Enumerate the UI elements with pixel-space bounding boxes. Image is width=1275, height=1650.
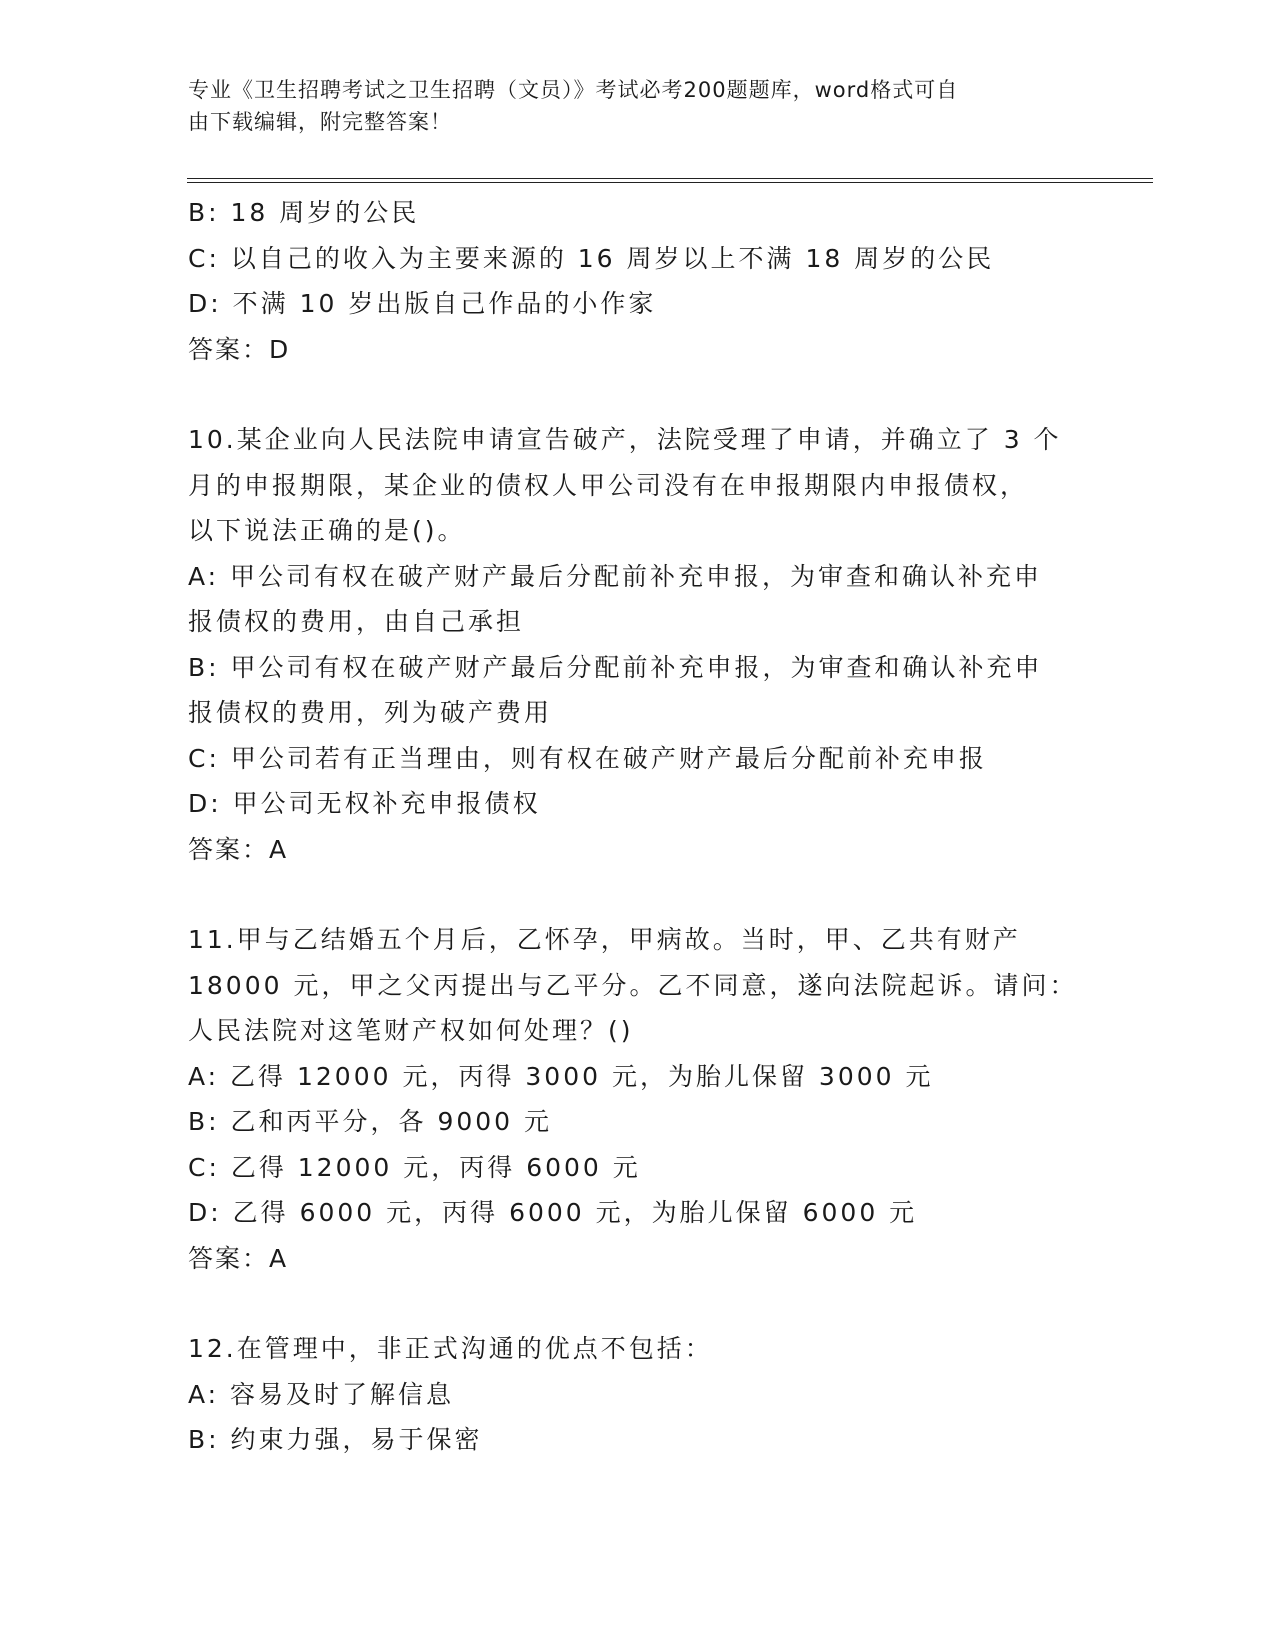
q11-option-b: B: 乙和丙平分，各 9000 元 [188,1107,553,1136]
q10-option-c: C: 甲公司若有正当理由，则有权在破产财产最后分配前补充申报 [188,743,987,773]
q10-stem-line-2: 月的申报期限，某企业的债权人甲公司没有在申报期限内申报债权， [188,470,1029,500]
q9-answer: 答案：D [188,334,291,364]
header-line-1: 专业《卫生招聘考试之卫生招聘（文员）》考试必考200题题库，word格式可自 [188,78,959,102]
q12-option-a: A: 容易及时了解信息 [188,1379,455,1409]
header-divider-bottom [187,182,1153,183]
header-divider-top [187,178,1153,179]
header-line-2: 由下载编辑，附完整答案！ [188,110,452,134]
q12-option-b: B: 约束力强，易于保密 [188,1425,483,1454]
q10-option-b-line-1: B: 甲公司有权在破产财产最后分配前补充申报，为审查和确认补充申 [188,652,1043,682]
question-9 [188,190,1088,372]
q9-option-b: B: 18 周岁的公民 [188,198,420,227]
q10-answer: 答案：A [188,834,289,864]
spacer [188,372,1088,417]
q10-stem-line-3: 以下说法正确的是()。 [188,516,466,545]
q11-option-d: D: 乙得 6000 元，丙得 6000 元，为胎儿保留 6000 元 [188,1198,918,1227]
q10-option-b-line-2: 报债权的费用，列为破产费用 [188,698,553,727]
q12-stem-line-1: 12.在管理中，非正式沟通的优点不包括： [188,1334,713,1363]
q11-option-c: C: 乙得 12000 元，丙得 6000 元 [188,1152,641,1182]
spacer [188,1281,1088,1326]
question-11 [188,917,1088,1281]
document-body [188,190,1088,1463]
q11-stem-line-3: 人民法院对这笔财产权如何处理？() [188,1016,634,1045]
q9-option-d: D: 不满 10 岁出版自己作品的小作家 [188,289,657,318]
q10-option-a-line-1: A: 甲公司有权在破产财产最后分配前补充申报，为审查和确认补充申 [188,561,1043,591]
document-header [188,74,1068,138]
q11-stem-line-1: 11.甲与乙结婚五个月后，乙怀孕，甲病故。当时，甲、乙共有财产 [188,925,1021,954]
q10-option-a-line-2: 报债权的费用，由自己承担 [188,607,525,636]
question-12 [188,1326,1088,1463]
q10-option-d: D: 甲公司无权补充申报债权 [188,789,541,818]
q10-stem-line-1: 10.某企业向人民法院申请宣告破产，法院受理了申请，并确立了 3 个 [188,425,1062,454]
spacer [188,872,1088,917]
q11-option-a: A: 乙得 12000 元，丙得 3000 元，为胎儿保留 3000 元 [188,1061,934,1091]
question-10 [188,417,1088,872]
q11-stem-line-2: 18000 元，甲之父丙提出与乙平分。乙不同意，遂向法院起诉。请问： [188,970,1078,1000]
q11-answer: 答案：A [188,1243,289,1273]
q9-option-c: C: 以自己的收入为主要来源的 16 周岁以上不满 18 周岁的公民 [188,243,995,273]
